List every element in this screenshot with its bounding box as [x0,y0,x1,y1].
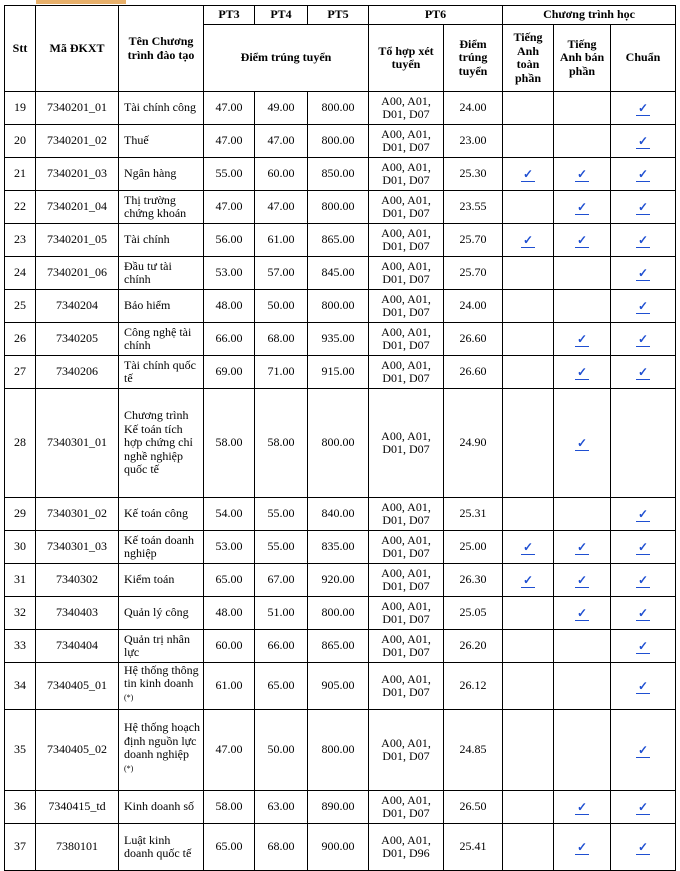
cell-tieng-anh-ban-phan [554,663,611,710]
cell-chuan [611,710,676,791]
table-row [5,389,676,498]
check-icon: ✓ [576,839,588,854]
cell-stt: 27 [5,356,36,389]
cell-pt6: 25.31 [444,498,503,531]
table-row [5,125,676,158]
cell-ten-chuong-trinh [119,191,204,224]
cell-to-hop: A00, A01, D01, D07 [369,257,444,290]
cell-pt6: 24.00 [444,290,503,323]
cell-ma-dkxt: 7340405_02 [36,710,119,791]
table-row [5,158,676,191]
cell-ma-dkxt: 7340415_td [36,791,119,824]
check-icon: ✓ [637,199,649,214]
table-row [5,531,676,564]
cell-ma-dkxt: 7340206 [36,356,119,389]
cell-pt5: 865.00 [308,224,369,257]
cell-pt6: 26.60 [444,323,503,356]
cell-ma-dkxt: 7340201_03 [36,158,119,191]
cell-to-hop: A00, A01, D01, D07 [369,290,444,323]
cell-stt: 34 [5,663,36,710]
cell-tieng-anh-toan-phan [503,158,554,191]
check-icon: ✓ [576,199,588,214]
header-tieng-anh-toan-phan: Tiếng Anh toàn phần [503,25,554,92]
cell-tieng-anh-ban-phan [554,257,611,290]
cell-stt: 22 [5,191,36,224]
cell-tieng-anh-toan-phan [503,630,554,663]
check-icon: ✓ [637,839,649,854]
cell-pt6: 25.00 [444,531,503,564]
cell-chuan [611,791,676,824]
program-name: Quản trị nhân lực [124,631,190,659]
cell-pt6: 25.70 [444,257,503,290]
cell-pt3: 54.00 [204,498,255,531]
cell-ma-dkxt: 7340302 [36,564,119,597]
cell-tieng-anh-toan-phan [503,323,554,356]
table-row [5,356,676,389]
check-icon: ✓ [522,572,534,587]
header-tieng-anh-ban-phan: Tiếng Anh bán phần [554,25,611,92]
cell-ten-chuong-trinh [119,597,204,630]
cell-chuan [611,389,676,498]
cell-pt5: 800.00 [308,191,369,224]
cell-ten-chuong-trinh [119,323,204,356]
cell-stt: 33 [5,630,36,663]
cell-ma-dkxt: 7340201_06 [36,257,119,290]
cell-stt: 30 [5,531,36,564]
program-name: Đầu tư tài chính [124,258,172,286]
cell-pt3: 47.00 [204,710,255,791]
cell-tieng-anh-toan-phan [503,191,554,224]
cell-chuan [611,224,676,257]
cell-ma-dkxt: 7340201_05 [36,224,119,257]
header-chuan: Chuẩn [611,25,676,92]
cell-ten-chuong-trinh [119,630,204,663]
orange-header-strip [36,0,126,4]
table-row [5,191,676,224]
cell-pt3: 66.00 [204,323,255,356]
check-icon: ✓ [637,166,649,181]
cell-tieng-anh-toan-phan [503,92,554,125]
cell-chuan [611,498,676,531]
check-icon: ✓ [522,539,534,554]
check-icon: ✓ [576,605,588,620]
cell-to-hop: A00, A01, D01, D07 [369,630,444,663]
check-icon: ✓ [637,678,649,693]
program-name: Chương trình Kế toán tích hợp chứng chỉ nghề nghiệp quốc tế [124,408,193,477]
check-icon: ✓ [576,166,588,181]
cell-pt4: 66.00 [255,630,308,663]
cell-ma-dkxt: 7340405_01 [36,663,119,710]
cell-pt6: 25.05 [444,597,503,630]
cell-ten-chuong-trinh [119,356,204,389]
cell-to-hop: A00, A01, D01, D07 [369,125,444,158]
program-name: Bảo hiểm [124,298,171,313]
cell-tieng-anh-toan-phan [503,125,554,158]
cell-pt4: 49.00 [255,92,308,125]
cell-pt3: 53.00 [204,531,255,564]
header-chuong-trinh-hoc: Chương trình học [503,6,676,25]
header-pt3: PT3 [204,6,255,25]
cell-tieng-anh-toan-phan [503,356,554,389]
cell-pt5: 915.00 [308,356,369,389]
cell-ten-chuong-trinh [119,710,204,791]
admission-score-table [4,5,676,871]
cell-pt5: 800.00 [308,125,369,158]
cell-ma-dkxt: 7340201_04 [36,191,119,224]
program-note: (*) [124,692,134,702]
header-to-hop: Tổ hợp xét tuyển [369,25,444,92]
cell-pt5: 935.00 [308,323,369,356]
cell-tieng-anh-ban-phan [554,389,611,498]
cell-tieng-anh-ban-phan [554,498,611,531]
cell-chuan [611,564,676,597]
cell-pt4: 51.00 [255,597,308,630]
cell-tieng-anh-ban-phan [554,158,611,191]
cell-tieng-anh-ban-phan [554,323,611,356]
table-body [5,92,676,871]
cell-tieng-anh-ban-phan [554,710,611,791]
cell-pt5: 850.00 [308,158,369,191]
table-row [5,710,676,791]
cell-chuan [611,92,676,125]
cell-pt5: 835.00 [308,531,369,564]
cell-pt3: 58.00 [204,791,255,824]
program-name: Tài chính công [124,100,196,115]
cell-tieng-anh-toan-phan [503,710,554,791]
cell-pt4: 61.00 [255,224,308,257]
cell-pt6: 24.85 [444,710,503,791]
table-row [5,824,676,871]
check-icon: ✓ [522,166,534,181]
table-row [5,630,676,663]
cell-stt: 25 [5,290,36,323]
check-icon: ✓ [637,331,649,346]
cell-ma-dkxt: 7340201_02 [36,125,119,158]
cell-chuan [611,125,676,158]
cell-to-hop: A00, A01, D01, D07 [369,663,444,710]
cell-pt4: 68.00 [255,824,308,871]
check-icon: ✓ [637,298,649,313]
header-pt4: PT4 [255,6,308,25]
cell-pt6: 26.60 [444,356,503,389]
check-icon: ✓ [637,638,649,653]
cell-pt4: 47.00 [255,191,308,224]
table-row [5,290,676,323]
cell-pt4: 57.00 [255,257,308,290]
cell-ma-dkxt: 7340205 [36,323,119,356]
check-icon: ✓ [637,364,649,379]
program-name: Kế toán doanh nghiệp [124,532,194,560]
cell-stt: 36 [5,791,36,824]
program-name: Kế toán công [124,506,188,521]
cell-stt: 20 [5,125,36,158]
cell-chuan [611,597,676,630]
table-row [5,564,676,597]
header-pt5: PT5 [308,6,369,25]
cell-pt6: 26.20 [444,630,503,663]
cell-pt6: 26.50 [444,791,503,824]
cell-ten-chuong-trinh [119,564,204,597]
cell-pt4: 55.00 [255,531,308,564]
cell-pt3: 47.00 [204,191,255,224]
cell-tieng-anh-toan-phan [503,597,554,630]
cell-to-hop: A00, A01, D01, D96 [369,824,444,871]
cell-stt: 37 [5,824,36,871]
check-icon: ✓ [576,539,588,554]
header-ten-chuong-trinh: Tên Chương trình đào tạo [119,6,204,92]
cell-tieng-anh-ban-phan [554,290,611,323]
check-icon: ✓ [637,100,649,115]
cell-pt6: 26.12 [444,663,503,710]
cell-chuan [611,663,676,710]
cell-tieng-anh-toan-phan [503,531,554,564]
cell-to-hop: A00, A01, D01, D07 [369,791,444,824]
cell-stt: 31 [5,564,36,597]
check-icon: ✓ [576,232,588,247]
cell-tieng-anh-ban-phan [554,191,611,224]
cell-to-hop: A00, A01, D01, D07 [369,498,444,531]
cell-chuan [611,824,676,871]
table-row [5,257,676,290]
program-name: Kinh doanh số [124,799,194,814]
cell-pt3: 69.00 [204,356,255,389]
cell-pt4: 50.00 [255,290,308,323]
check-icon: ✓ [576,799,588,814]
cell-ten-chuong-trinh [119,791,204,824]
cell-pt3: 55.00 [204,158,255,191]
cell-tieng-anh-ban-phan [554,224,611,257]
program-note: (*) [124,763,134,773]
cell-ma-dkxt: 7340301_01 [36,389,119,498]
cell-chuan [611,257,676,290]
cell-pt6: 24.00 [444,92,503,125]
cell-pt5: 800.00 [308,290,369,323]
cell-to-hop: A00, A01, D01, D07 [369,224,444,257]
cell-stt: 35 [5,710,36,791]
cell-ten-chuong-trinh [119,389,204,498]
table-row [5,597,676,630]
cell-tieng-anh-toan-phan [503,389,554,498]
cell-ten-chuong-trinh [119,257,204,290]
header-ma-dkxt: Mã ĐKXT [36,6,119,92]
cell-ten-chuong-trinh [119,498,204,531]
cell-tieng-anh-ban-phan [554,824,611,871]
check-icon: ✓ [522,232,534,247]
cell-pt3: 53.00 [204,257,255,290]
cell-stt: 23 [5,224,36,257]
check-icon: ✓ [637,799,649,814]
cell-tieng-anh-toan-phan [503,498,554,531]
cell-to-hop: A00, A01, D01, D07 [369,564,444,597]
cell-pt5: 900.00 [308,824,369,871]
cell-stt: 32 [5,597,36,630]
cell-tieng-anh-toan-phan [503,290,554,323]
cell-pt3: 58.00 [204,389,255,498]
cell-tieng-anh-toan-phan [503,564,554,597]
check-icon: ✓ [637,133,649,148]
cell-chuan [611,290,676,323]
cell-pt4: 68.00 [255,323,308,356]
cell-pt4: 63.00 [255,791,308,824]
table-row [5,224,676,257]
cell-to-hop: A00, A01, D01, D07 [369,191,444,224]
cell-pt6: 26.30 [444,564,503,597]
cell-pt5: 840.00 [308,498,369,531]
cell-pt5: 845.00 [308,257,369,290]
cell-to-hop: A00, A01, D01, D07 [369,389,444,498]
cell-tieng-anh-toan-phan [503,257,554,290]
cell-ma-dkxt: 7340301_02 [36,498,119,531]
program-name: Thuế [124,133,149,148]
cell-chuan [611,191,676,224]
check-icon: ✓ [637,572,649,587]
cell-pt5: 890.00 [308,791,369,824]
check-icon: ✓ [576,435,588,450]
program-name: Hệ thống hoạch định nguồn lực doanh nghiệp [124,720,200,761]
program-name: Tài chính [124,232,170,247]
cell-stt: 29 [5,498,36,531]
cell-chuan [611,531,676,564]
cell-chuan [611,158,676,191]
cell-stt: 19 [5,92,36,125]
cell-stt: 26 [5,323,36,356]
program-name: Luật kinh doanh quốc tế [124,832,192,860]
cell-ten-chuong-trinh [119,158,204,191]
cell-pt4: 65.00 [255,663,308,710]
cell-pt3: 60.00 [204,630,255,663]
check-icon: ✓ [576,331,588,346]
cell-pt6: 25.70 [444,224,503,257]
cell-pt6: 23.55 [444,191,503,224]
header-diem-trung-tuyen: Điểm trúng tuyển [204,25,369,92]
check-icon: ✓ [637,265,649,280]
cell-ten-chuong-trinh [119,125,204,158]
check-icon: ✓ [576,364,588,379]
cell-stt: 28 [5,389,36,498]
cell-pt3: 47.00 [204,125,255,158]
cell-pt6: 25.30 [444,158,503,191]
cell-pt4: 67.00 [255,564,308,597]
cell-to-hop: A00, A01, D01, D07 [369,158,444,191]
cell-to-hop: A00, A01, D01, D07 [369,531,444,564]
cell-pt3: 56.00 [204,224,255,257]
cell-to-hop: A00, A01, D01, D07 [369,92,444,125]
cell-ten-chuong-trinh [119,531,204,564]
cell-pt5: 800.00 [308,389,369,498]
cell-pt5: 920.00 [308,564,369,597]
cell-tieng-anh-ban-phan [554,597,611,630]
cell-pt5: 905.00 [308,663,369,710]
cell-ma-dkxt: 7340204 [36,290,119,323]
cell-pt5: 800.00 [308,710,369,791]
cell-ma-dkxt: 7340201_01 [36,92,119,125]
table-row [5,791,676,824]
header-stt: Stt [5,6,36,92]
cell-ten-chuong-trinh [119,824,204,871]
cell-tieng-anh-ban-phan [554,356,611,389]
cell-to-hop: A00, A01, D01, D07 [369,597,444,630]
check-icon: ✓ [637,539,649,554]
cell-tieng-anh-toan-phan [503,791,554,824]
cell-pt4: 60.00 [255,158,308,191]
cell-pt6: 24.90 [444,389,503,498]
table-row [5,323,676,356]
table-row [5,498,676,531]
cell-ten-chuong-trinh [119,290,204,323]
cell-ma-dkxt: 7340404 [36,630,119,663]
cell-pt4: 47.00 [255,125,308,158]
check-icon: ✓ [637,742,649,757]
program-name: Kiểm toán [124,572,175,587]
cell-pt4: 50.00 [255,710,308,791]
header-pt6: PT6 [369,6,503,25]
cell-chuan [611,356,676,389]
program-name: Quản lý công [124,605,189,620]
check-icon: ✓ [637,232,649,247]
cell-tieng-anh-toan-phan [503,663,554,710]
cell-pt4: 71.00 [255,356,308,389]
table-row [5,92,676,125]
cell-chuan [611,323,676,356]
cell-pt3: 48.00 [204,290,255,323]
check-icon: ✓ [637,506,649,521]
cell-stt: 24 [5,257,36,290]
cell-pt3: 65.00 [204,824,255,871]
cell-pt3: 65.00 [204,564,255,597]
header-diem-pt6: Điểm trúng tuyển [444,25,503,92]
cell-tieng-anh-ban-phan [554,92,611,125]
cell-tieng-anh-ban-phan [554,791,611,824]
check-icon: ✓ [637,605,649,620]
cell-to-hop: A00, A01, D01, D07 [369,356,444,389]
cell-tieng-anh-toan-phan [503,824,554,871]
cell-pt6: 25.41 [444,824,503,871]
program-name: Thị trường chứng khoán [124,192,187,220]
cell-tieng-anh-ban-phan [554,630,611,663]
program-name: Ngân hàng [124,166,177,181]
check-icon: ✓ [576,572,588,587]
cell-pt5: 865.00 [308,630,369,663]
program-name: Hệ thống thông tin kinh doanh [124,662,199,691]
cell-ten-chuong-trinh [119,224,204,257]
cell-ten-chuong-trinh [119,92,204,125]
program-name: Công nghệ tài chính [124,324,192,352]
cell-pt3: 48.00 [204,597,255,630]
cell-ma-dkxt: 7340403 [36,597,119,630]
cell-ten-chuong-trinh [119,663,204,710]
table-row [5,663,676,710]
cell-pt3: 61.00 [204,663,255,710]
cell-tieng-anh-toan-phan [503,224,554,257]
cell-to-hop: A00, A01, D01, D07 [369,323,444,356]
cell-tieng-anh-ban-phan [554,531,611,564]
cell-pt6: 23.00 [444,125,503,158]
cell-pt4: 58.00 [255,389,308,498]
cell-pt5: 800.00 [308,597,369,630]
cell-tieng-anh-ban-phan [554,125,611,158]
program-name: Tài chính quốc tế [124,357,196,385]
cell-pt5: 800.00 [308,92,369,125]
cell-chuan [611,630,676,663]
cell-tieng-anh-ban-phan [554,564,611,597]
cell-to-hop: A00, A01, D01, D07 [369,710,444,791]
cell-pt4: 55.00 [255,498,308,531]
cell-pt3: 47.00 [204,92,255,125]
cell-ma-dkxt: 7340301_03 [36,531,119,564]
cell-ma-dkxt: 7380101 [36,824,119,871]
cell-stt: 21 [5,158,36,191]
